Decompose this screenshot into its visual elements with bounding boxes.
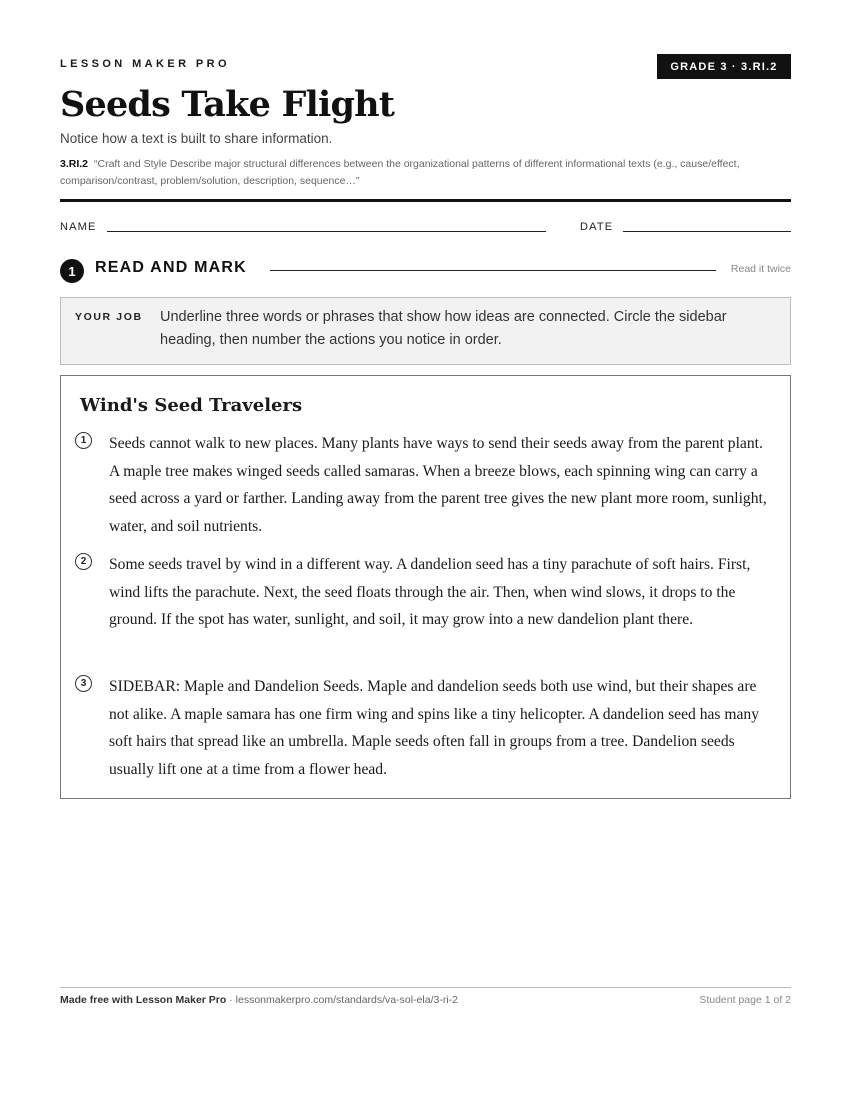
- standard-description: [60, 156, 760, 190]
- reading-passage: [60, 375, 791, 799]
- instructions-text: Underline three words or phrases that show how ideas are connected. Circle the sidebar heading, then number the actions you notice in order.: [160, 309, 727, 348]
- paragraph-number-badge: 1: [75, 432, 92, 449]
- standard-text: “Craft and Style Describe major structural differences between the organizational patterns of different informational texts (e.g., cause/effect, comparison/contrast, problem/solution, description, sequence…”: [60, 158, 740, 187]
- grade-badge: GRADE 3 · 3.RI.2: [657, 54, 791, 79]
- footer-made-with: Made free with Lesson Maker Pro: [60, 994, 227, 1006]
- page-title: Seeds Take Flight: [60, 84, 395, 125]
- section-note: Read it twice: [730, 263, 791, 275]
- name-field[interactable]: [107, 231, 546, 232]
- section-number-badge: 1: [60, 259, 84, 283]
- section-title: READ AND MARK: [95, 259, 247, 276]
- footer-url[interactable]: lessonmakerpro.com/standards/va-sol-ela/3-ri-2: [235, 994, 458, 1006]
- date-label: DATE: [580, 221, 614, 233]
- footer-separator: ·: [226, 994, 236, 1006]
- name-label: NAME: [60, 221, 97, 233]
- page-subtitle: Notice how a text is built to share information.: [60, 131, 333, 146]
- paragraph-text: Seeds cannot walk to new places. Many plants have ways to send their seeds away from the parent plant. A maple tree makes winged seeds called samaras. When a breeze blows, each spinning wing can carry a seed across a yard or farther. Landing away from the parent tree gives the new plant more room, sunlight, water, and soil nutrients.: [109, 435, 767, 536]
- footer-divider: [60, 987, 791, 988]
- footer-credit: [60, 994, 458, 1006]
- instructions-box: [60, 297, 791, 365]
- section-divider: [270, 270, 716, 271]
- header-divider: [60, 199, 791, 202]
- date-field[interactable]: [623, 231, 791, 232]
- standard-code: 3.RI.2: [60, 158, 89, 170]
- paragraph-number-badge: 3: [75, 675, 92, 692]
- paragraph-number-badge: 2: [75, 553, 92, 570]
- instructions-label: YOUR JOB: [75, 311, 143, 323]
- page-indicator: Student page 1 of 2: [699, 994, 791, 1006]
- passage-title: Wind's Seed Travelers: [80, 395, 303, 416]
- paragraph-text: Some seeds travel by wind in a different way. A dandelion seed has a tiny parachute of soft hairs. First, wind lifts the parachute. Next, the seed floats through the air. Then, when wind slows, it drops to the ground. If the spot has water, sunlight, and soil, it may grow into a new dandelion plant there.: [109, 556, 751, 629]
- brand-name: LESSON MAKER PRO: [60, 58, 230, 70]
- paragraph-text: SIDEBAR: Maple and Dandelion Seeds. Maple and dandelion seeds both use wind, but their shapes are not alike. A maple samara has one firm wing and spins like a tiny helicopter. A dandelion seed has many soft hairs that spread like an umbrella. Maple seeds often fall in groups from a tree. Dandelion seeds usually lift one at a time from a flower head.: [109, 678, 760, 779]
